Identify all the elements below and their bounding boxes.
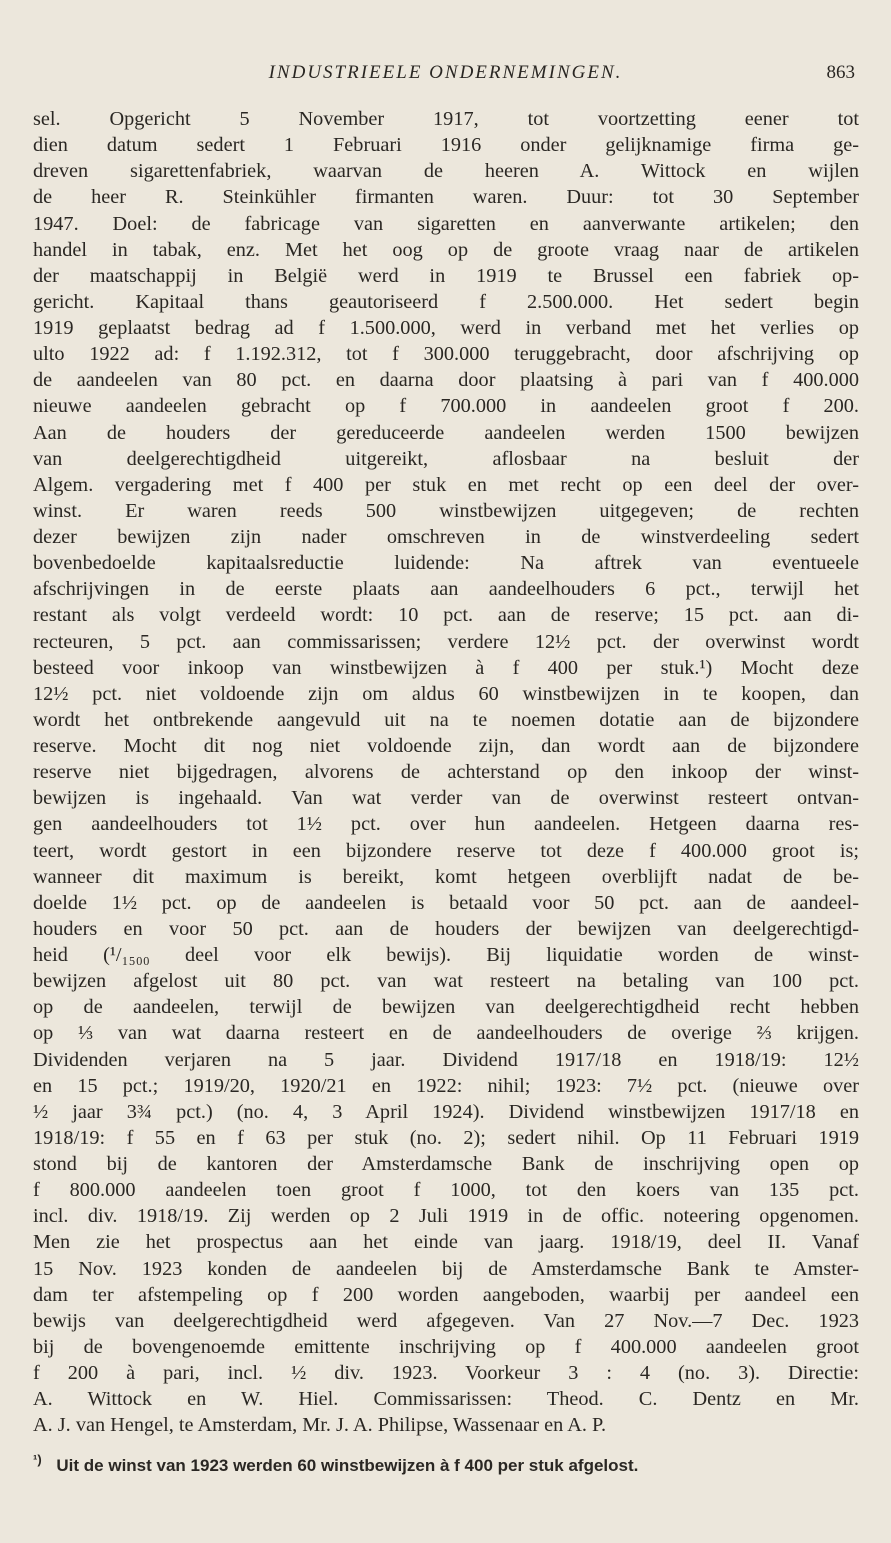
text-line: incl. div. 1918/19. Zij werden op 2 Juli 1919 in de offic. noteering opgenomen. [33, 1205, 859, 1228]
page-header [0, 60, 891, 90]
text-line: en 15 pct.; 1919/20, 1920/21 en 1922: nihil; 1923: 7½ pct. (nieuwe over [33, 1074, 859, 1097]
text-line: Men zie het prospectus aan het einde van jaarg. 1918/19, deel II. Vanaf [33, 1231, 859, 1254]
text-line: Aan de houders der gereduceerde aandeelen werden 1500 bewijzen [33, 421, 859, 444]
text-line: 12½ pct. niet voldoende zijn om aldus 60 winstbewijzen in te koopen, dan [33, 682, 859, 705]
text-line: ½ jaar 3¾ pct.) (no. 4, 3 April 1924). Dividend winstbewijzen 1917/18 en [33, 1100, 859, 1123]
text-line: dam ter afstempeling op f 200 worden aangeboden, waarbij per aandeel een [33, 1283, 859, 1306]
text-line: reserve niet bijgedragen, alvorens de achterstand op den inkoop der winst- [33, 761, 859, 784]
text-line: bij de bovengenoemde emittente inschrijving op f 400.000 aandeelen groot [33, 1335, 859, 1358]
text-line: gericht. Kapitaal thans geautoriseerd f 2.500.000. Het sedert begin [33, 290, 859, 313]
text-line: winst. Er waren reeds 500 winstbewijzen uitgegeven; de rechten [33, 499, 859, 522]
text-line: ulto 1922 ad: f 1.192.312, tot f 300.000 teruggebracht, door afschrijving op [33, 343, 859, 366]
text-line: reserve. Mocht dit nog niet voldoende zijn, dan wordt aan de bijzondere [33, 735, 859, 757]
text-line: A. J. van Hengel, te Amsterdam, Mr. J. A. Philipse, Wassenaar en A. P. [33, 1414, 607, 1437]
text-line: 15 Nov. 1923 konden de aandeelen bij de Amsterdamsche Bank te Amster- [33, 1257, 859, 1280]
text-line: bewijzen is ingehaald. Van wat verder van de overwinst resteert ontvan- [33, 787, 859, 810]
text-line: dreven sigarettenfabriek, waarvan de heeren A. Wittock en wijlen [33, 160, 859, 183]
text-line: f 800.000 aandeelen toen groot f 1000, tot den koers van 135 pct. [33, 1179, 859, 1202]
text-line: heid (¹/₁₅₀₀ deel voor elk bewijs). Bij liquidatie worden de winst- [33, 944, 859, 966]
text-line: recteuren, 5 pct. aan commissarissen; verdere 12½ pct. der overwinst wordt [33, 630, 859, 653]
text-line: bewijzen afgelost uit 80 pct. van wat resteert na betaling van 100 pct. [33, 970, 859, 993]
text-line: sel. Opgericht 5 November 1917, tot voortzetting eener tot [33, 108, 859, 130]
text-line: van deelgerechtigdheid uitgereikt, aflosbaar na besluit der [33, 447, 859, 470]
text-line: dezer bewijzen zijn nader omschreven in de winstverdeeling sedert [33, 526, 859, 548]
text-line: f 200 à pari, incl. ½ div. 1923. Voorkeur 3 : 4 (no. 3). Directie: [33, 1362, 859, 1384]
text-line: op de aandeelen, terwijl de bewijzen van deelgerechtigdheid recht hebben [33, 996, 859, 1019]
page-number: 863 [826, 62, 855, 83]
text-line: de heer R. Steinkühler firmanten waren. Duur: tot 30 September [33, 186, 859, 209]
text-line: de aandeelen van 80 pct. en daarna door plaatsing à pari van f 400.000 [33, 369, 859, 392]
running-title: INDUSTRIEELE ONDERNEMINGEN. [268, 62, 623, 83]
text-line: 1919 geplaatst bedrag ad f 1.500.000, werd in verband met het verlies op [33, 317, 859, 339]
text-line: bovenbedoelde kapitaalsreductie luidende: Na aftrek van eventueele [33, 552, 859, 575]
text-line: op ⅓ van wat daarna resteert en de aandeelhouders de overige ⅔ krijgen. [33, 1022, 859, 1045]
footnote-text: Uit de winst van 1923 werden 60 winstbewijzen à f 400 per stuk afgelost. [56, 1455, 639, 1475]
text-line: houders en voor 50 pct. aan de houders der bewijzen van deelgerechtigd- [33, 917, 859, 940]
footnote-marker: ¹) [33, 1452, 42, 1467]
text-line: der maatschappij in België werd in 1919 te Brussel een fabriek op- [33, 264, 859, 287]
text-line: dien datum sedert 1 Februari 1916 onder gelijknamige firma ge- [33, 134, 859, 157]
text-line: restant als volgt verdeeld wordt: 10 pct. aan de reserve; 15 pct. aan di- [33, 604, 859, 627]
text-line: teert, wordt gestort in een bijzondere reserve tot deze f 400.000 groot is; [33, 839, 859, 862]
text-line: besteed voor inkoop van winstbewijzen à f 400 per stuk.¹) Mocht deze [33, 656, 859, 679]
text-line: Dividenden verjaren na 5 jaar. Dividend 1917/18 en 1918/19: 12½ [33, 1048, 859, 1071]
text-line: wanneer dit maximum is bereikt, komt hetgeen overblijft nadat de be- [33, 865, 859, 888]
text-line: handel in tabak, enz. Met het oog op de groote vraag naar de artikelen [33, 238, 859, 261]
body-text [33, 106, 859, 1438]
text-line: bewijs van deelgerechtigdheid werd afgegeven. Van 27 Nov.—7 Dec. 1923 [33, 1309, 859, 1332]
text-line: A. Wittock en W. Hiel. Commissarissen: Theod. C. Dentz en Mr. [33, 1388, 859, 1411]
text-line: nieuwe aandeelen gebracht op f 700.000 in aandeelen groot f 200. [33, 395, 859, 418]
text-line: gen aandeelhouders tot 1½ pct. over hun aandeelen. Hetgeen daarna res- [33, 813, 859, 836]
text-line: doelde 1½ pct. op de aandeelen is betaald voor 50 pct. aan de aandeel- [33, 891, 859, 914]
text-line: stond bij de kantoren der Amsterdamsche Bank de inschrijving open op [33, 1153, 859, 1175]
text-line: Algem. vergadering met f 400 per stuk en met recht op een deel der over- [33, 473, 859, 496]
text-line: wordt het ontbrekende aangevuld uit na te noemen dotatie aan de bijzondere [33, 708, 859, 731]
footnote [33, 1452, 859, 1476]
text-line: 1918/19: f 55 en f 63 per stuk (no. 2); sedert nihil. Op 11 Februari 1919 [33, 1126, 859, 1149]
text-line: 1947. Doel: de fabricage van sigaretten en aanverwante artikelen; den [33, 212, 859, 235]
text-line: afschrijvingen in de eerste plaats aan aandeelhouders 6 pct., terwijl het [33, 578, 859, 601]
